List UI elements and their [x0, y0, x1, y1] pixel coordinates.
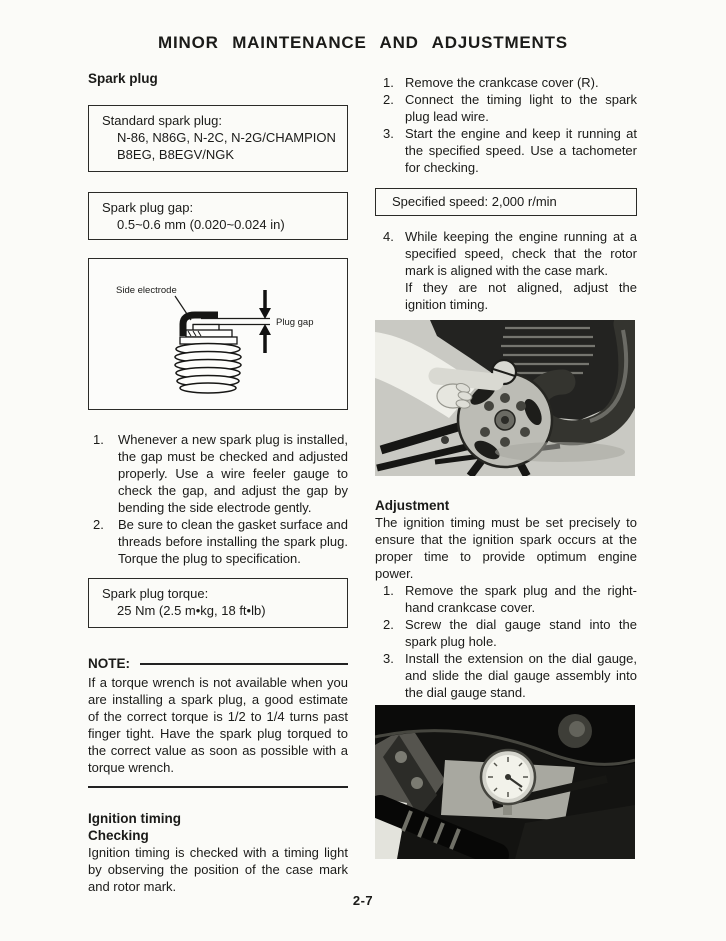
list-item [375, 125, 637, 176]
diagram-label-plug-gap: Plug gap [276, 317, 314, 328]
list-item [375, 582, 637, 616]
list-number: 1. [93, 432, 104, 447]
spec-title: Standard spark plug: [102, 113, 222, 128]
spec-box-spark-plug-torque [88, 578, 348, 628]
list-item [375, 650, 637, 701]
list-number: 2. [383, 92, 394, 107]
list-number: 3. [383, 651, 394, 666]
spec-title: Spark plug gap: [102, 200, 194, 215]
list-text-line: If they are not aligned, adjust the ignition timing. [405, 280, 637, 312]
list-text: Screw the dial gauge stand into the spark plug hole. [405, 617, 637, 649]
diagram-label-side-electrode: Side electrode [116, 285, 177, 296]
spec-value: B8EG, B8EGV/NGK [117, 147, 235, 162]
note-label: NOTE: [88, 656, 130, 671]
plug-threads [175, 344, 241, 394]
arrow-up-icon [259, 324, 271, 353]
list-item [88, 431, 348, 516]
adjustment-steps [375, 582, 637, 701]
left-column [88, 69, 348, 895]
page-title: MINOR MAINTENANCE AND ADJUSTMENTS [158, 33, 568, 52]
list-number: 2. [383, 617, 394, 632]
note-heading [88, 655, 348, 672]
spec-value: 0.5~0.6 mm (0.020~0.024 in) [117, 217, 285, 232]
checking-body: Ignition timing is checked with a timing light by observing the position of the case mark and rotor mark. [88, 845, 348, 894]
spark-plug-steps [88, 431, 348, 567]
list-text: Start the engine and keep it running at the specified speed. Use a tachometer for checking. [405, 126, 637, 175]
photo-ignition-timing-check [375, 320, 635, 476]
note-body: If a torque wrench is not available when you are installing a spark plug, a good estimate of the correct torque is 1/2 to 1/4 turns past finger tight. Have the spark plug torqued to the correct value as soon as possible with a torque wrench. [88, 675, 348, 775]
list-item [375, 616, 637, 650]
list-text [405, 228, 637, 313]
list-text: Be sure to clean the gasket surface and threads before installing the spark plug. Torque the plug to specification. [118, 517, 348, 566]
list-text: Remove the spark plug and the right-hand crankcase cover. [405, 583, 637, 615]
list-text-line: While keeping the engine running at a specified speed, check that the rotor mark is aligned with the case mark. [405, 229, 637, 278]
list-text: Install the extension on the dial gauge, and slide the dial gauge assembly into the dial gauge stand. [405, 651, 637, 700]
list-number: 1. [383, 583, 394, 598]
list-number: 4. [383, 229, 394, 244]
two-column-layout [0, 69, 726, 895]
spec-title: Spark plug torque: [102, 586, 209, 601]
list-number: 1. [383, 75, 394, 90]
list-item [375, 228, 637, 313]
plug-washer [186, 330, 232, 337]
spec-value: Specified speed: 2,000 r/min [392, 194, 557, 209]
spec-value: 25 Nm (2.5 m•kg, 18 ft•lb) [117, 603, 266, 618]
section-heading-spark-plug: Spark plug [88, 71, 158, 86]
right-column [375, 69, 637, 895]
page-number: 2-7 [352, 893, 374, 908]
spec-box-standard-spark-plug [88, 105, 348, 172]
note-rule-top [140, 663, 348, 665]
timing-light-tool [437, 376, 495, 382]
list-item [88, 516, 348, 567]
list-number: 2. [93, 517, 104, 532]
note-rule-bottom [88, 786, 348, 788]
list-item [375, 74, 637, 91]
photo-dial-gauge [375, 705, 635, 859]
spec-value: N-86, N86G, N-2C, N-2G/CHAMPION [117, 130, 336, 145]
list-item [375, 91, 637, 125]
checking-steps [375, 74, 637, 176]
list-text: Connect the timing light to the spark plug lead wire. [405, 92, 637, 124]
heading-checking: Checking [88, 828, 149, 843]
adjustment-intro: The ignition timing must be set precisely to ensure that the ignition spark occurs at the proper time to provide optimum engine power. [375, 515, 637, 581]
list-text: Whenever a new spark plug is installed, the gap must be checked and adjusted properly. Use a wire feeler gauge to check the gap, and adjust the gap by bending the side electrode gently. [118, 432, 348, 515]
list-number: 3. [383, 126, 394, 141]
list-text: Remove the crankcase cover (R). [405, 75, 599, 90]
arrow-down-icon [259, 290, 271, 319]
spark-plug-drawing [89, 259, 346, 409]
spark-plug-diagram [88, 258, 348, 410]
spec-box-specified-speed [375, 188, 637, 216]
heading-ignition-timing: Ignition timing [88, 811, 181, 826]
spec-box-spark-plug-gap [88, 192, 348, 240]
heading-adjustment: Adjustment [375, 498, 450, 513]
